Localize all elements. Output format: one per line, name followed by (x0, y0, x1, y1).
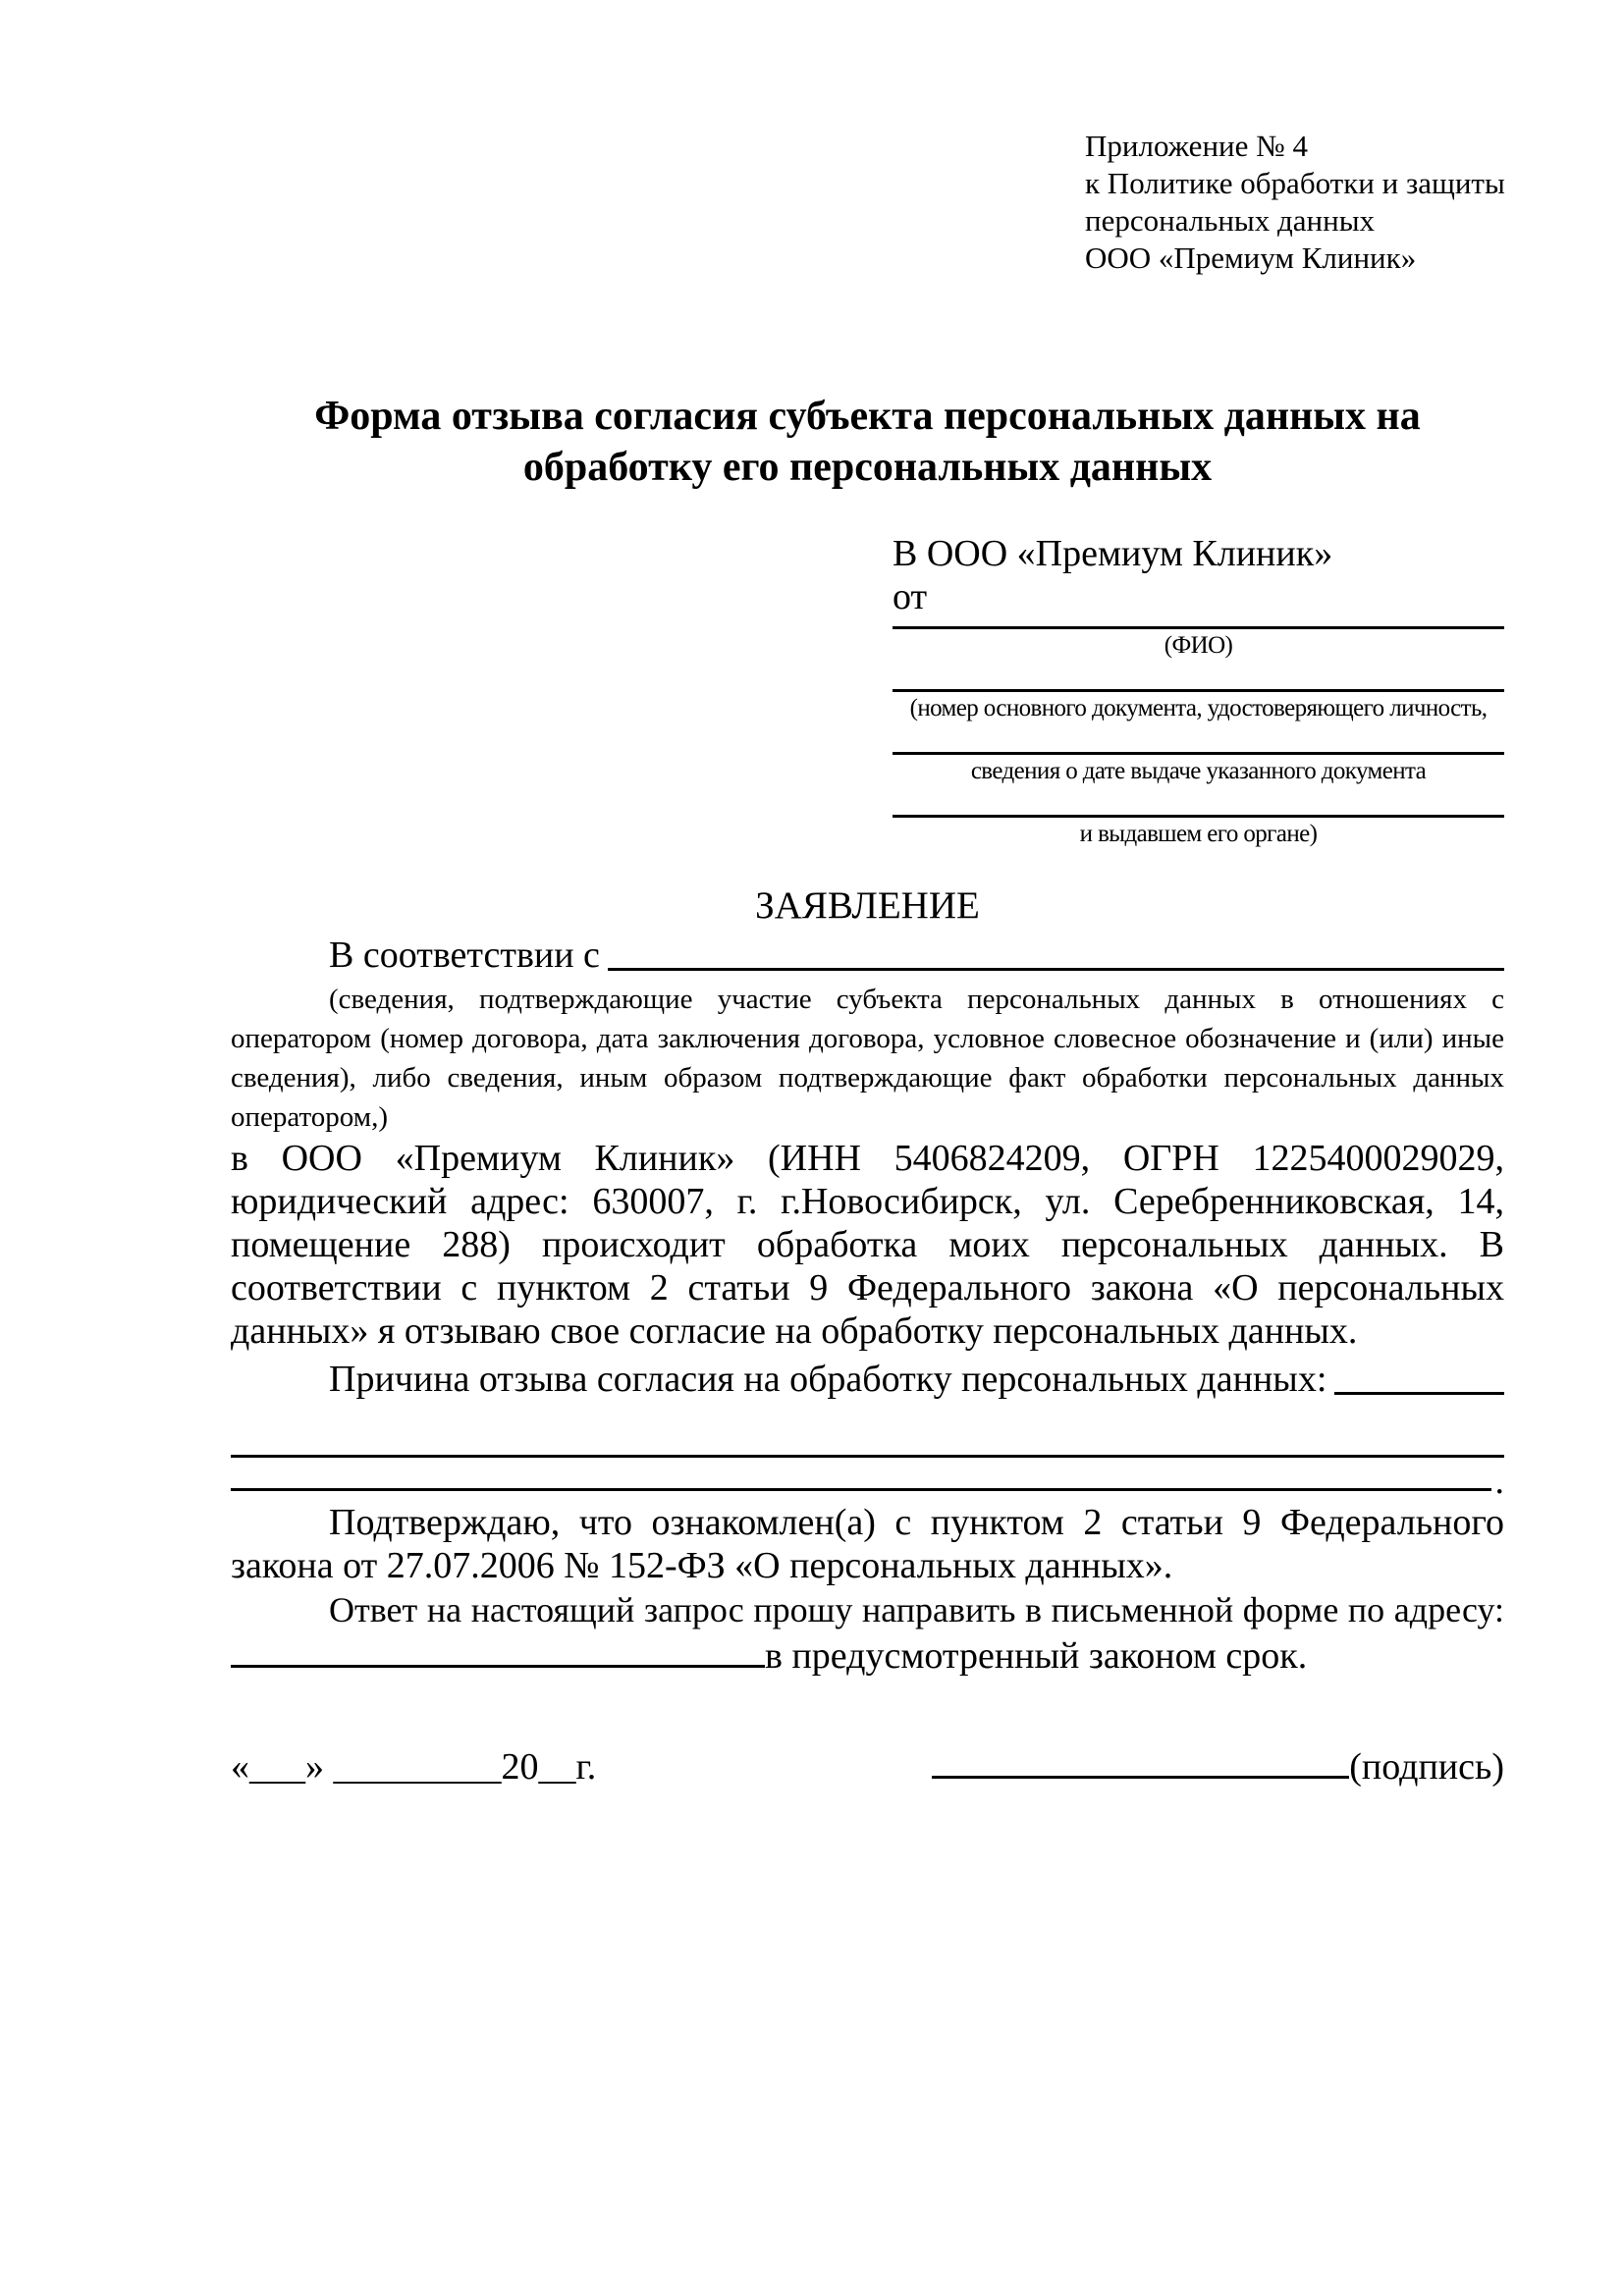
footer-row (231, 1744, 1504, 1789)
document-number-fill-line (893, 662, 1504, 692)
document-issuer-caption: и выдавшем его органе) (1079, 821, 1318, 847)
reason-fill-line (1334, 1392, 1504, 1395)
fio-fill-line (893, 618, 1504, 629)
appendix-line: к Политике обработки и защиты (1085, 166, 1505, 200)
appendix-line: персональных данных (1085, 203, 1376, 238)
date-placeholder: «___» _________20__г. (231, 1746, 597, 1788)
appendix-line: ООО «Премиум Клиник» (1085, 240, 1417, 275)
fio-caption: (ФИО) (1164, 632, 1233, 659)
signature-caption: (подпись) (1349, 1746, 1504, 1788)
page-title: Форма отзыва согласия субъекта персональных данных на обработку его персональных данных (314, 394, 1421, 490)
according-note: (сведения, подтверждающие участие субъекта персональных данных в отношениях с оператором (номер договора, дата заключения договора, условное словесное обозначение и (или) иные сведения), либо сведения, иным образом подтверждающие факт обработки персональных данных оператором,) (231, 984, 1504, 1133)
signature-fill-line (932, 1776, 1349, 1779)
confirmation-paragraph: Подтверждаю, что ознакомлен(а) с пунктом 2 статьи 9 Федерального закона от 27.07.2006 № 152-ФЗ «О персональных данных». (231, 1502, 1504, 1586)
reply-suffix: в предусмотренный законом срок. (765, 1635, 1308, 1677)
according-line (231, 933, 1504, 978)
signature-cell (932, 1744, 1504, 1789)
addressee-to: В ООО «Премиум Клиник» (893, 533, 1333, 574)
reason-fill-line-3 (231, 1458, 1504, 1502)
reason-label: Причина отзыва согласия на обработку персональных данных: (329, 1359, 1327, 1400)
reply-address-line (231, 1632, 1504, 1680)
reply-address-fill-line (231, 1665, 765, 1668)
reason-fill-line-2 (231, 1402, 1504, 1458)
reason-line (231, 1357, 1504, 1402)
document-issue-date-caption: сведения о дате выдаче указанного документа (970, 758, 1427, 784)
according-prefix: В соответствии с (329, 934, 600, 976)
document-issuer-fill-line (893, 787, 1504, 818)
reason-line-terminator: . (1494, 1461, 1504, 1502)
addressee-from-label: от (893, 576, 928, 617)
appendix-block (1085, 128, 1504, 277)
document-issue-date-fill-line (893, 724, 1504, 755)
reason-fill-line-3-rule (231, 1455, 1491, 1491)
addressee-block (893, 532, 1504, 850)
statement-heading: ЗАЯВЛЕНИЕ (755, 884, 980, 927)
main-paragraph: в ООО «Премиум Клиник» (ИНН 5406824209, ОГРН 1225400029029, юридический адрес: 630007, г. г.Новосибирск, ул. Серебренниковская, 14, помещение 288) происходит обработка моих персональных данных. В соответствии с пунктом 2 статьи 9 Федерального закона «О персональных данных» я отзываю свое согласие на обработку персональных данных. (231, 1138, 1504, 1352)
according-fill-line (608, 968, 1504, 971)
appendix-line: Приложение № 4 (1085, 129, 1308, 163)
document-number-caption: (номер основного документа, удостоверяющего личность, (909, 695, 1488, 721)
reply-request-paragraph: Ответ на настоящий запрос прошу направить в письменной форме по адресу: (329, 1590, 1504, 1629)
